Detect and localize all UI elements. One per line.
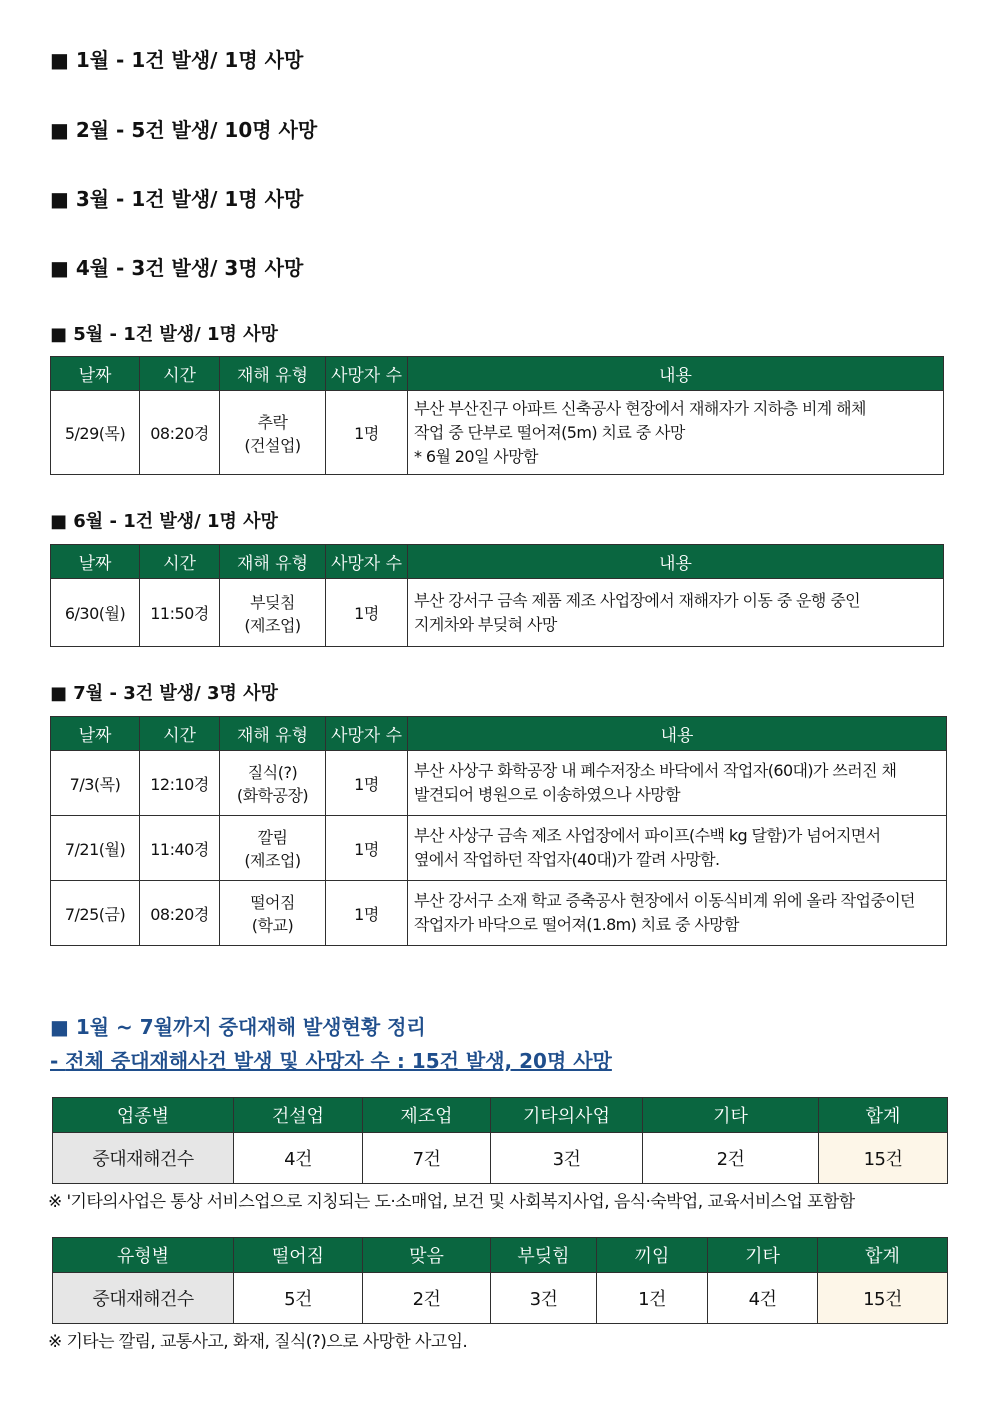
content-line: 부산 강서구 소재 학교 증축공사 현장에서 이동식비계 위에 올라 작업중이던 — [414, 891, 915, 910]
cell-time: 11:40경 — [140, 816, 220, 881]
header-type: 재해 유형 — [220, 545, 326, 579]
month-heading-mar: ■ 3월 - 1건 발생/ 1명 사망 — [50, 187, 304, 211]
cell-time: 08:20경 — [140, 391, 220, 475]
header-type-category: 유형별 — [53, 1238, 234, 1273]
header-caught-in: 끼임 — [597, 1238, 708, 1273]
industry-note: ※ '기타의사업은 통상 서비스업으로 지칭되는 도·소매업, 보건 및 사회복지사업, 음식·숙박업, 교육서비스업 포함함 — [48, 1192, 855, 1212]
table-row — [51, 391, 944, 475]
table-header-row — [51, 545, 944, 579]
may-incident-table — [50, 356, 944, 475]
summary-title: ■ 1월 ~ 7월까지 중대재해 발생현황 정리 — [50, 1015, 426, 1039]
content-line: 부산 사상구 금속 제조 사업장에서 파이프(수백 kg 달함)가 넘어지면서 — [414, 826, 881, 845]
type-main: 질식(?) — [247, 763, 298, 782]
cell-value: 3건 — [491, 1273, 597, 1324]
header-construction: 건설업 — [234, 1098, 363, 1133]
content-line: 부산 부산진구 아파트 신축공사 현장에서 재해자가 지하층 비계 해체 — [414, 398, 866, 418]
cell-value: 5건 — [234, 1273, 363, 1324]
jul-incident-table — [50, 716, 947, 946]
industry-summary-table — [52, 1097, 948, 1184]
cell-deaths: 1명 — [326, 579, 408, 647]
header-content: 내용 — [408, 545, 944, 579]
month-heading-jul: ■ 7월 - 3건 발생/ 3명 사망 — [50, 683, 278, 704]
row-label: 중대재해건수 — [53, 1273, 234, 1324]
cell-type — [220, 579, 326, 647]
table-header-row — [53, 1098, 948, 1133]
header-deaths: 사망자 수 — [326, 717, 408, 751]
month-heading-feb: ■ 2월 - 5건 발생/ 10명 사망 — [50, 118, 318, 142]
month-heading-apr: ■ 4월 - 3건 발생/ 3명 사망 — [50, 256, 304, 280]
header-time: 시간 — [140, 357, 220, 391]
table-header-row — [51, 717, 947, 751]
content-line: 발견되어 병원으로 이송하였으나 사망함 — [414, 785, 681, 804]
header-other: 기타 — [643, 1098, 819, 1133]
cell-value: 2건 — [643, 1133, 819, 1184]
cell-value: 3건 — [491, 1133, 643, 1184]
header-other-business: 기타의사업 — [491, 1098, 643, 1133]
accident-type-summary-table — [52, 1237, 948, 1324]
cell-deaths: 1명 — [326, 881, 408, 946]
content-line: 작업자가 바닥으로 떨어져(1.8m) 치료 중 사망함 — [414, 915, 739, 934]
header-time: 시간 — [140, 717, 220, 751]
summary-dash: - — [50, 1049, 66, 1073]
cell-value: 4건 — [708, 1273, 818, 1324]
table-row — [51, 816, 947, 881]
cell-date: 7/3(목) — [51, 751, 140, 816]
header-type: 재해 유형 — [220, 717, 326, 751]
header-date: 날짜 — [51, 545, 140, 579]
month-heading-may: ■ 5월 - 1건 발생/ 1명 사망 — [50, 324, 278, 345]
table-row — [53, 1133, 948, 1184]
header-deaths: 사망자 수 — [326, 357, 408, 391]
header-type: 재해 유형 — [220, 357, 326, 391]
header-deaths: 사망자 수 — [326, 545, 408, 579]
cell-type — [220, 881, 326, 946]
cell-time: 08:20경 — [140, 881, 220, 946]
type-main: 떨어짐 — [250, 893, 295, 912]
header-other: 기타 — [708, 1238, 818, 1273]
header-date: 날짜 — [51, 717, 140, 751]
cell-date: 7/25(금) — [51, 881, 140, 946]
type-main: 깔림 — [257, 828, 288, 847]
cell-content — [408, 816, 947, 881]
cell-date: 6/30(월) — [51, 579, 140, 647]
type-main: 부딪침 — [250, 592, 295, 612]
summary-subtitle-text: 전체 중대재해사건 발생 및 사망자 수 : 15건 발생, 20명 사망 — [65, 1049, 612, 1073]
content-line: 부산 사상구 화학공장 내 폐수저장소 바닥에서 작업자(60대)가 쓰러진 채 — [414, 761, 897, 780]
table-row — [51, 579, 944, 647]
month-heading-jun: ■ 6월 - 1건 발생/ 1명 사망 — [50, 511, 278, 532]
summary-subtitle — [50, 1045, 612, 1074]
header-industry: 업종별 — [53, 1098, 234, 1133]
type-sub: (화학공장) — [236, 786, 309, 805]
cell-type — [220, 816, 326, 881]
month-heading-jan: ■ 1월 - 1건 발생/ 1명 사망 — [50, 48, 304, 72]
header-time: 시간 — [140, 545, 220, 579]
cell-value: 4건 — [234, 1133, 363, 1184]
cell-content — [408, 881, 947, 946]
content-line: 지게차와 부딪혀 사망 — [414, 614, 557, 634]
header-date: 날짜 — [51, 357, 140, 391]
content-line: 옆에서 작업하던 작업자(40대)가 깔려 사망함. — [414, 850, 720, 869]
cell-time: 11:50경 — [140, 579, 220, 647]
cell-content — [408, 579, 944, 647]
table-row — [53, 1273, 948, 1324]
cell-content — [408, 751, 947, 816]
header-total: 합계 — [819, 1098, 948, 1133]
content-line: 부산 강서구 금속 제품 제조 사업장에서 재해자가 이동 중 운행 중인 — [414, 590, 860, 610]
row-label: 중대재해건수 — [53, 1133, 234, 1184]
cell-content — [408, 391, 944, 475]
cell-deaths: 1명 — [326, 816, 408, 881]
header-fall: 떨어짐 — [234, 1238, 363, 1273]
header-struck-by: 맞음 — [363, 1238, 491, 1273]
cell-type — [220, 751, 326, 816]
cell-type — [220, 391, 326, 475]
header-content: 내용 — [408, 717, 947, 751]
type-sub: (학교) — [251, 916, 294, 935]
table-row — [51, 751, 947, 816]
cell-total: 15건 — [818, 1273, 948, 1324]
table-header-row — [53, 1238, 948, 1273]
cell-deaths: 1명 — [326, 391, 408, 475]
type-sub: (제조업) — [244, 615, 301, 635]
type-sub: (제조업) — [244, 851, 301, 870]
table-row — [51, 881, 947, 946]
accident-note: ※ 기타는 깔림, 교통사고, 화재, 질식(?)으로 사망한 사고임. — [48, 1332, 468, 1352]
header-content: 내용 — [408, 357, 944, 391]
type-sub: (건설업) — [244, 435, 301, 455]
content-line: * 6월 20일 사망함 — [414, 446, 538, 466]
cell-value: 2건 — [363, 1273, 491, 1324]
cell-value: 1건 — [597, 1273, 708, 1324]
cell-time: 12:10경 — [140, 751, 220, 816]
cell-date: 5/29(목) — [51, 391, 140, 475]
cell-value: 7건 — [363, 1133, 491, 1184]
cell-total: 15건 — [819, 1133, 948, 1184]
type-main: 추락 — [257, 412, 288, 432]
jun-incident-table — [50, 544, 944, 647]
header-manufacturing: 제조업 — [363, 1098, 491, 1133]
header-total: 합계 — [818, 1238, 948, 1273]
table-header-row — [51, 357, 944, 391]
content-line: 작업 중 단부로 떨어져(5m) 치료 중 사망 — [414, 422, 685, 442]
header-collision: 부딪힘 — [491, 1238, 597, 1273]
cell-deaths: 1명 — [326, 751, 408, 816]
cell-date: 7/21(월) — [51, 816, 140, 881]
